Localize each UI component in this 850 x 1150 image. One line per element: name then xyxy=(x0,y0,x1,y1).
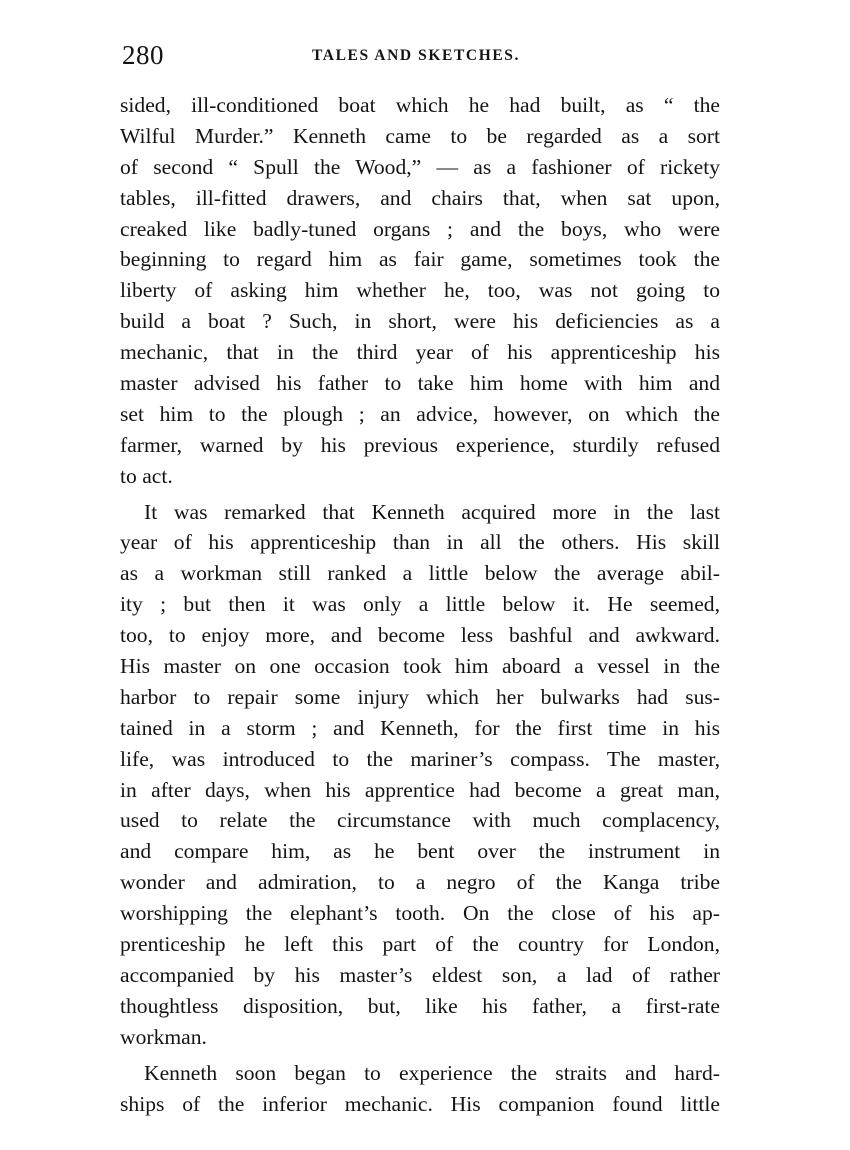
paragraph-2 xyxy=(120,497,720,1053)
text-line: It was remarked that Kenneth acquired more in the last xyxy=(144,499,720,524)
text-line: accompanied by his master’s eldest son, a lad of rather xyxy=(120,962,720,987)
text-line: tables, ill-fitted drawers, and chairs that, when sat upon, xyxy=(120,185,720,210)
text-line: and compare him, as he bent over the instrument in xyxy=(120,839,720,864)
text-line: mechanic, that in the third year of his apprenticeship his xyxy=(120,340,720,365)
text-line: Wilful Murder.” Kenneth came to be regarded as a sort xyxy=(120,123,720,148)
text-line: harbor to repair some injury which her bulwarks had sus- xyxy=(120,684,720,709)
text-line: in after days, when his apprentice had become a great man, xyxy=(120,777,720,802)
text-line: His master on one occasion took him aboard a vessel in the xyxy=(120,654,720,679)
page-number: 280 xyxy=(122,40,164,70)
paragraph-3 xyxy=(120,1058,720,1120)
text-line: sided, ill-conditioned boat which he had built, as “ the xyxy=(120,93,720,117)
text-line: to act. xyxy=(120,463,173,488)
text-line: master advised his father to take him home with him and xyxy=(120,371,720,396)
body-text xyxy=(120,90,720,1119)
running-head: TALES AND SKETCHES. xyxy=(312,47,520,64)
text-line: prenticeship he left this part of the country for London, xyxy=(120,932,720,957)
text-line: year of his apprenticeship than in all the others. His skill xyxy=(120,530,720,555)
text-line: Kenneth soon began to experience the straits and hard- xyxy=(144,1060,720,1085)
text-line: life, was introduced to the mariner’s compass. The master, xyxy=(120,746,720,771)
text-line: as a workman still ranked a little below the average abil- xyxy=(120,561,720,586)
text-line: tained in a storm ; and Kenneth, for the first time in his xyxy=(120,715,720,740)
text-line: ships of the inferior mechanic. His companion found little xyxy=(120,1091,720,1116)
text-line: used to relate the circumstance with much complacency, xyxy=(120,808,720,833)
text-line: beginning to regard him as fair game, sometimes took the xyxy=(120,247,720,272)
page-header xyxy=(122,40,722,70)
text-line: thoughtless disposition, but, like his father, a first-rate xyxy=(120,993,720,1018)
text-line: of second “ Spull the Wood,” — as a fashioner of rickety xyxy=(120,154,720,179)
text-line: creaked like badly-tuned organs ; and the boys, who were xyxy=(120,216,720,241)
text-line: worshipping the elephant’s tooth. On the close of his ap- xyxy=(120,901,720,926)
text-line: wonder and admiration, to a negro of the Kanga tribe xyxy=(120,870,720,895)
text-line: liberty of asking him whether he, too, was not going to xyxy=(120,278,720,303)
text-line: build a boat ? Such, in short, were his deficiencies as a xyxy=(120,309,720,334)
text-line: too, to enjoy more, and become less bashful and awkward. xyxy=(120,623,720,648)
text-line: ity ; but then it was only a little below it. He seemed, xyxy=(120,592,720,617)
text-line: farmer, warned by his previous experience, sturdily refused xyxy=(120,432,720,457)
text-line: workman. xyxy=(120,1024,207,1049)
paragraph-1 xyxy=(120,90,720,492)
text-line: set him to the plough ; an advice, however, on which the xyxy=(120,401,720,426)
